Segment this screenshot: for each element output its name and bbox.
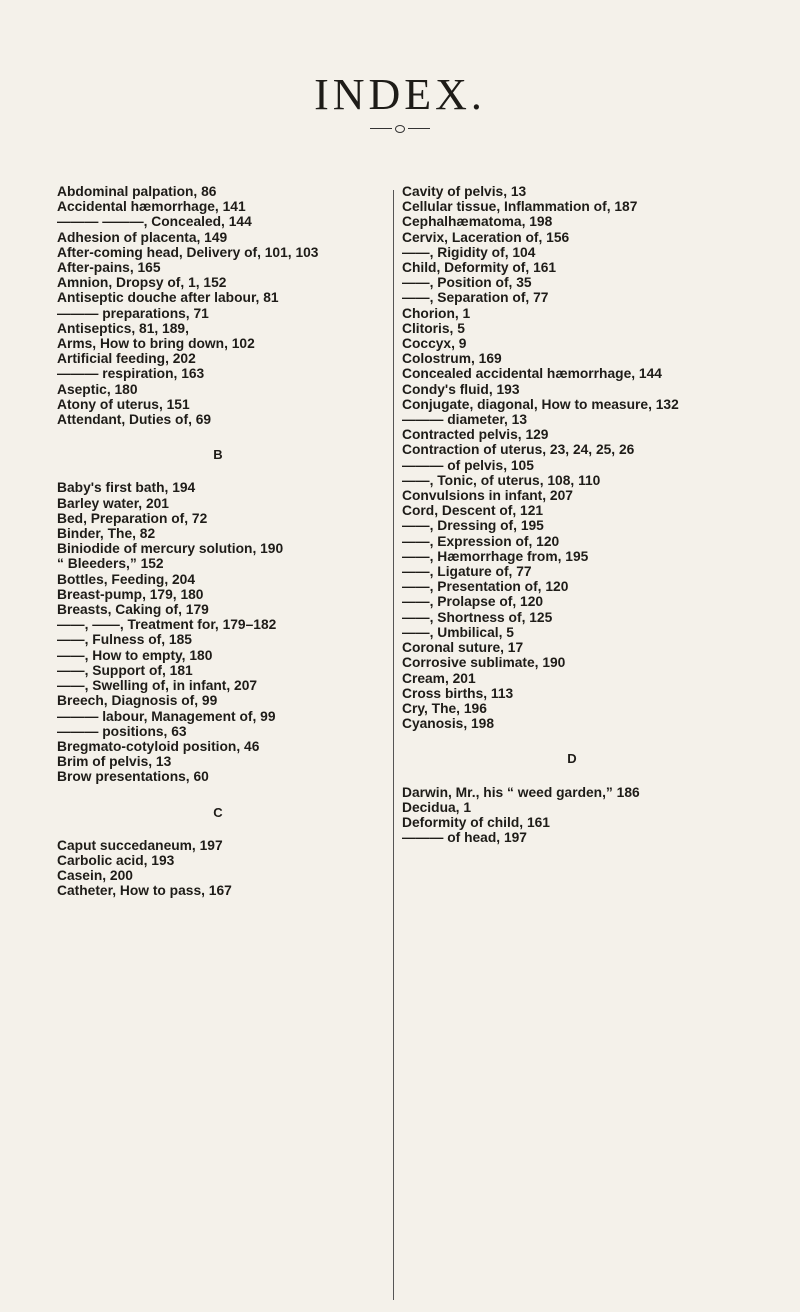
index-entry: ——— of pelvis, 105 <box>402 457 534 473</box>
index-entry: Convulsions in infant, 207 <box>402 488 573 504</box>
index-entry: Deformity of child, 161 <box>402 814 550 830</box>
index-entry: After-coming head, Delivery of, 101, 103 <box>57 244 319 260</box>
index-entry: Brim of pelvis, 13 <box>57 754 172 770</box>
index-entry: Bed, Preparation of, 72 <box>57 510 208 526</box>
index-entry: ——, Shortness of, 125 <box>402 609 553 625</box>
index-entry: Child, Deformity of, 161 <box>402 260 557 276</box>
index-entry: Binder, The, 82 <box>57 526 156 542</box>
index-entry: ——— preparations, 71 <box>57 305 209 321</box>
ornament-line-left <box>370 128 392 129</box>
index-entry: Decidua, 1 <box>402 799 472 815</box>
index-column-left <box>57 184 379 899</box>
index-entry: ——— ———, Concealed, 144 <box>57 214 252 230</box>
index-entry: Aseptic, 180 <box>57 381 138 397</box>
index-entry: Biniodide of mercury solution, 190 <box>57 541 284 557</box>
index-entry: Cellular tissue, Inflammation of, 187 <box>402 199 638 215</box>
index-entry: Atony of uterus, 151 <box>57 396 190 412</box>
index-entry: Antiseptic douche after labour, 81 <box>57 290 279 306</box>
index-entry: Breech, Diagnosis of, 99 <box>57 693 218 709</box>
index-entry: Attendant, Duties of, 69 <box>57 412 212 428</box>
index-entry: ——, How to empty, 180 <box>57 647 213 663</box>
index-entry: ——, Umbilical, 5 <box>402 624 514 640</box>
index-entry: Breast-pump, 179, 180 <box>57 586 204 602</box>
index-entry: Cyanosis, 198 <box>402 716 495 732</box>
ornament-line-right <box>408 128 430 129</box>
index-entry: Clitoris, 5 <box>402 320 465 336</box>
index-entry: Accidental hæmorrhage, 141 <box>57 199 246 215</box>
index-entry: Baby's first bath, 194 <box>57 480 196 496</box>
index-entry: Antiseptics, 81, 189, <box>57 320 189 336</box>
index-entry: ——, Swelling of, in infant, 207 <box>57 678 258 694</box>
index-entry: Condy's fluid, 193 <box>402 381 520 397</box>
index-entry: Coccyx, 9 <box>402 336 467 352</box>
index-entry: Bottles, Feeding, 204 <box>57 571 196 587</box>
index-entry: Corrosive sublimate, 190 <box>402 655 566 671</box>
index-entry: ——, Presentation of, 120 <box>402 579 569 595</box>
index-entry: Arms, How to bring down, 102 <box>57 336 255 352</box>
index-entry: Abdominal palpation, 86 <box>57 184 217 199</box>
section-letter: B <box>213 447 223 463</box>
index-entry: ——, Fulness of, 185 <box>57 632 192 648</box>
index-entry: Cry, The, 196 <box>402 700 487 716</box>
index-entry: ——, Expression of, 120 <box>402 533 560 549</box>
index-entry: ——— labour, Management of, 99 <box>57 708 276 724</box>
index-entry: Adhesion of placenta, 149 <box>57 229 228 245</box>
index-entry: ——, Prolapse of, 120 <box>402 594 544 610</box>
index-entry: Casein, 200 <box>57 868 133 884</box>
index-entry: Brow presentations, 60 <box>57 769 209 785</box>
index-entry: ——— positions, 63 <box>57 723 187 739</box>
index-entry: ——, Position of, 35 <box>402 275 532 291</box>
index-entry: ——, Support of, 181 <box>57 662 193 678</box>
index-entry: ——, Hæmorrhage from, 195 <box>402 548 589 564</box>
index-entry: Catheter, How to pass, 167 <box>57 883 232 899</box>
index-entry: Cream, 201 <box>402 670 476 686</box>
index-entry: ——, Tonic, of uterus, 108, 110 <box>402 472 601 488</box>
index-entry: Carbolic acid, 193 <box>57 852 175 868</box>
index-entry: ——, ——, Treatment for, 179–182 <box>57 617 277 633</box>
index-entry: Bregmato-cotyloid position, 46 <box>57 738 260 754</box>
index-column-right <box>402 184 742 845</box>
index-entry: ——, Rigidity of, 104 <box>402 244 536 260</box>
section-letter: D <box>567 751 577 767</box>
index-entry: Contracted pelvis, 129 <box>402 427 549 443</box>
index-entry: Barley water, 201 <box>57 495 169 511</box>
index-entry: Cross births, 113 <box>402 685 514 701</box>
index-entry: ——, Dressing of, 195 <box>402 518 544 534</box>
index-entry: ——, Ligature of, 77 <box>402 564 532 580</box>
index-entry: Coronal suture, 17 <box>402 640 524 656</box>
index-entry: Colostrum, 169 <box>402 351 502 367</box>
index-entry: Cephalhæmatoma, 198 <box>402 214 553 230</box>
section-letter: C <box>213 804 223 820</box>
column-divider <box>393 190 394 1300</box>
index-entry: Breasts, Caking of, 179 <box>57 602 209 618</box>
ornament-dot <box>395 125 405 133</box>
page-title: INDEX. <box>314 70 486 120</box>
index-entry: Caput succedaneum, 197 <box>57 837 223 853</box>
index-entry: Conjugate, diagonal, How to measure, 132 <box>402 396 679 412</box>
index-entry: Contraction of uterus, 23, 24, 25, 26 <box>402 442 635 458</box>
index-entry: Concealed accidental hæmorrhage, 144 <box>402 366 662 382</box>
index-entry: Chorion, 1 <box>402 305 471 321</box>
index-entry: Cord, Descent of, 121 <box>402 503 544 519</box>
index-entry: Cervix, Laceration of, 156 <box>402 229 570 245</box>
index-entry: ——, Separation of, 77 <box>402 290 549 306</box>
index-entry: ——— diameter, 13 <box>402 412 527 428</box>
index-entry: Cavity of pelvis, 13 <box>402 184 527 199</box>
index-entry: Artificial feeding, 202 <box>57 351 196 367</box>
title-ornament <box>370 125 430 133</box>
index-entry: “ Bleeders,” 152 <box>57 556 164 572</box>
index-entry: ——— of head, 197 <box>402 830 527 846</box>
index-entry: Amnion, Dropsy of, 1, 152 <box>57 275 227 291</box>
index-entry: After-pains, 165 <box>57 260 161 276</box>
index-entry: ——— respiration, 163 <box>57 366 205 382</box>
index-entry: Darwin, Mr., his “ weed garden,” 186 <box>402 784 640 800</box>
